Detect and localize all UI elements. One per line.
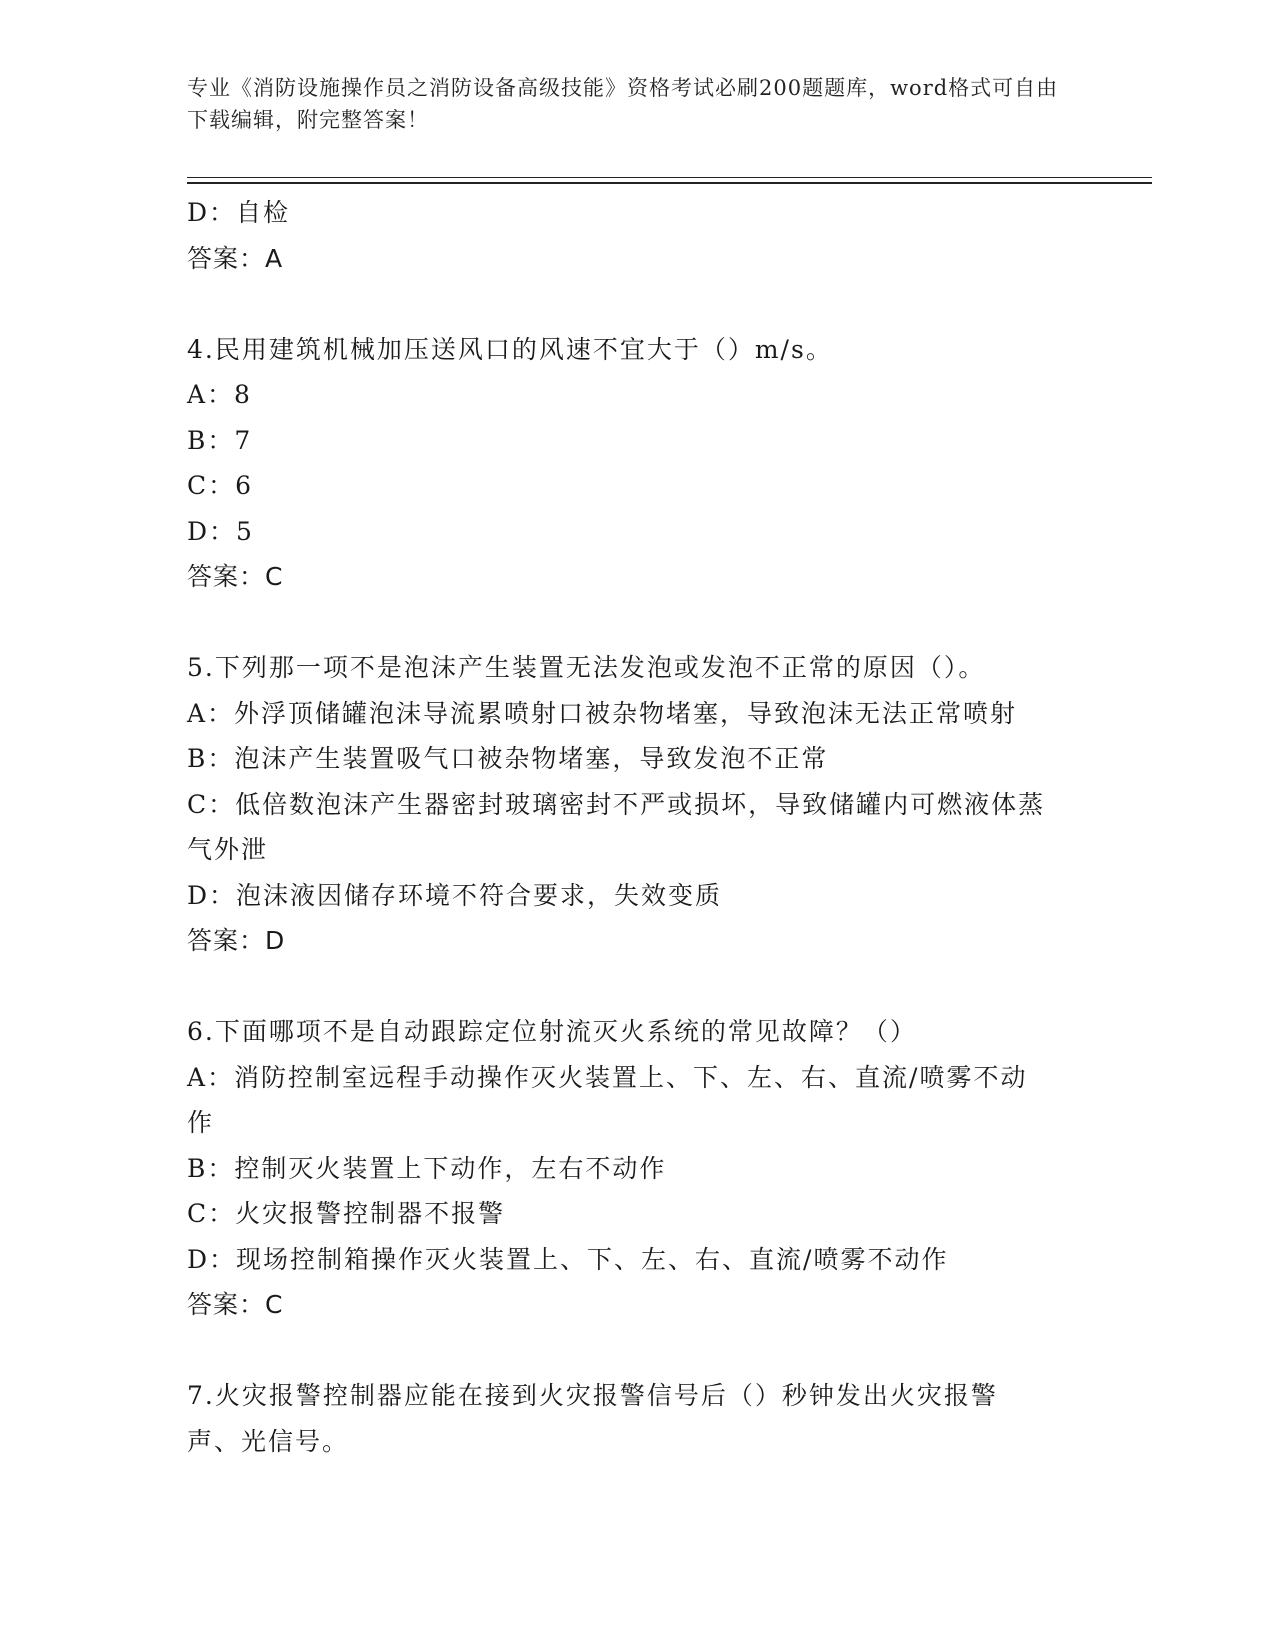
option-c: C：6 (187, 471, 254, 500)
option-a: A：8 (187, 380, 252, 409)
option-b: B：7 (187, 425, 253, 455)
question-stem: 4.民用建筑机械加压送风口的风速不宜大于（）m/s。 (187, 334, 833, 364)
option-a: A：消防控制室远程手动操作灭火装置上、下、左、右、直流/喷雾不动作 (187, 1062, 1028, 1137)
question-stem: 5.下列那一项不是泡沫产生装置无法发泡或发泡不正常的原因（）。 (187, 653, 986, 682)
header-text: 专业《消防设施操作员之消防设备高级技能》资格考试必刷200题题库，word格式可自由下载编辑，附完整答案！ (187, 76, 1059, 132)
option-c: C：低倍数泡沫产生器密封玻璃密封不严或损坏，导致储罐内可燃液体蒸气外泄 (187, 789, 1046, 864)
spacer (187, 1328, 1087, 1374)
spacer (187, 964, 1087, 1010)
answer-line: 答案：C (187, 562, 284, 591)
option-b: B：控制灭火装置上下动作，左右不动作 (187, 1153, 667, 1183)
option-d: D：自检 (187, 198, 291, 227)
document-body (187, 190, 1087, 1464)
spacer (187, 600, 1087, 646)
answer-line: 答案：C (187, 1290, 284, 1319)
option-a: A：外浮顶储罐泡沫导流累喷射口被杂物堵塞，导致泡沫无法正常喷射 (187, 698, 1018, 728)
question-stem: 7.火灾报警控制器应能在接到火灾报警信号后（）秒钟发出火灾报警声、光信号。 (187, 1381, 998, 1456)
spacer (187, 281, 1087, 327)
option-c: C：火灾报警控制器不报警 (187, 1199, 506, 1228)
question-4 (187, 327, 1087, 600)
answer-line: 答案：D (187, 926, 286, 955)
previous-question-tail (187, 190, 1087, 281)
question-stem: 6.下面哪项不是自动跟踪定位射流灭火系统的常见故障？（） (187, 1017, 917, 1046)
header-rule-thin (187, 177, 1152, 178)
option-b: B：泡沫产生装置吸气口被杂物堵塞，导致发泡不正常 (187, 744, 829, 773)
document-header (187, 72, 1067, 136)
option-d: D：现场控制箱操作灭火装置上、下、左、右、直流/喷雾不动作 (187, 1244, 949, 1274)
question-6 (187, 1009, 1087, 1328)
question-5 (187, 645, 1087, 964)
question-7 (187, 1373, 1087, 1464)
answer-line: 答案：A (187, 243, 284, 273)
option-d: D：泡沫液因储存环境不符合要求，失效变质 (187, 880, 723, 910)
header-rule-thick (187, 182, 1152, 184)
option-d: D：5 (187, 516, 254, 546)
